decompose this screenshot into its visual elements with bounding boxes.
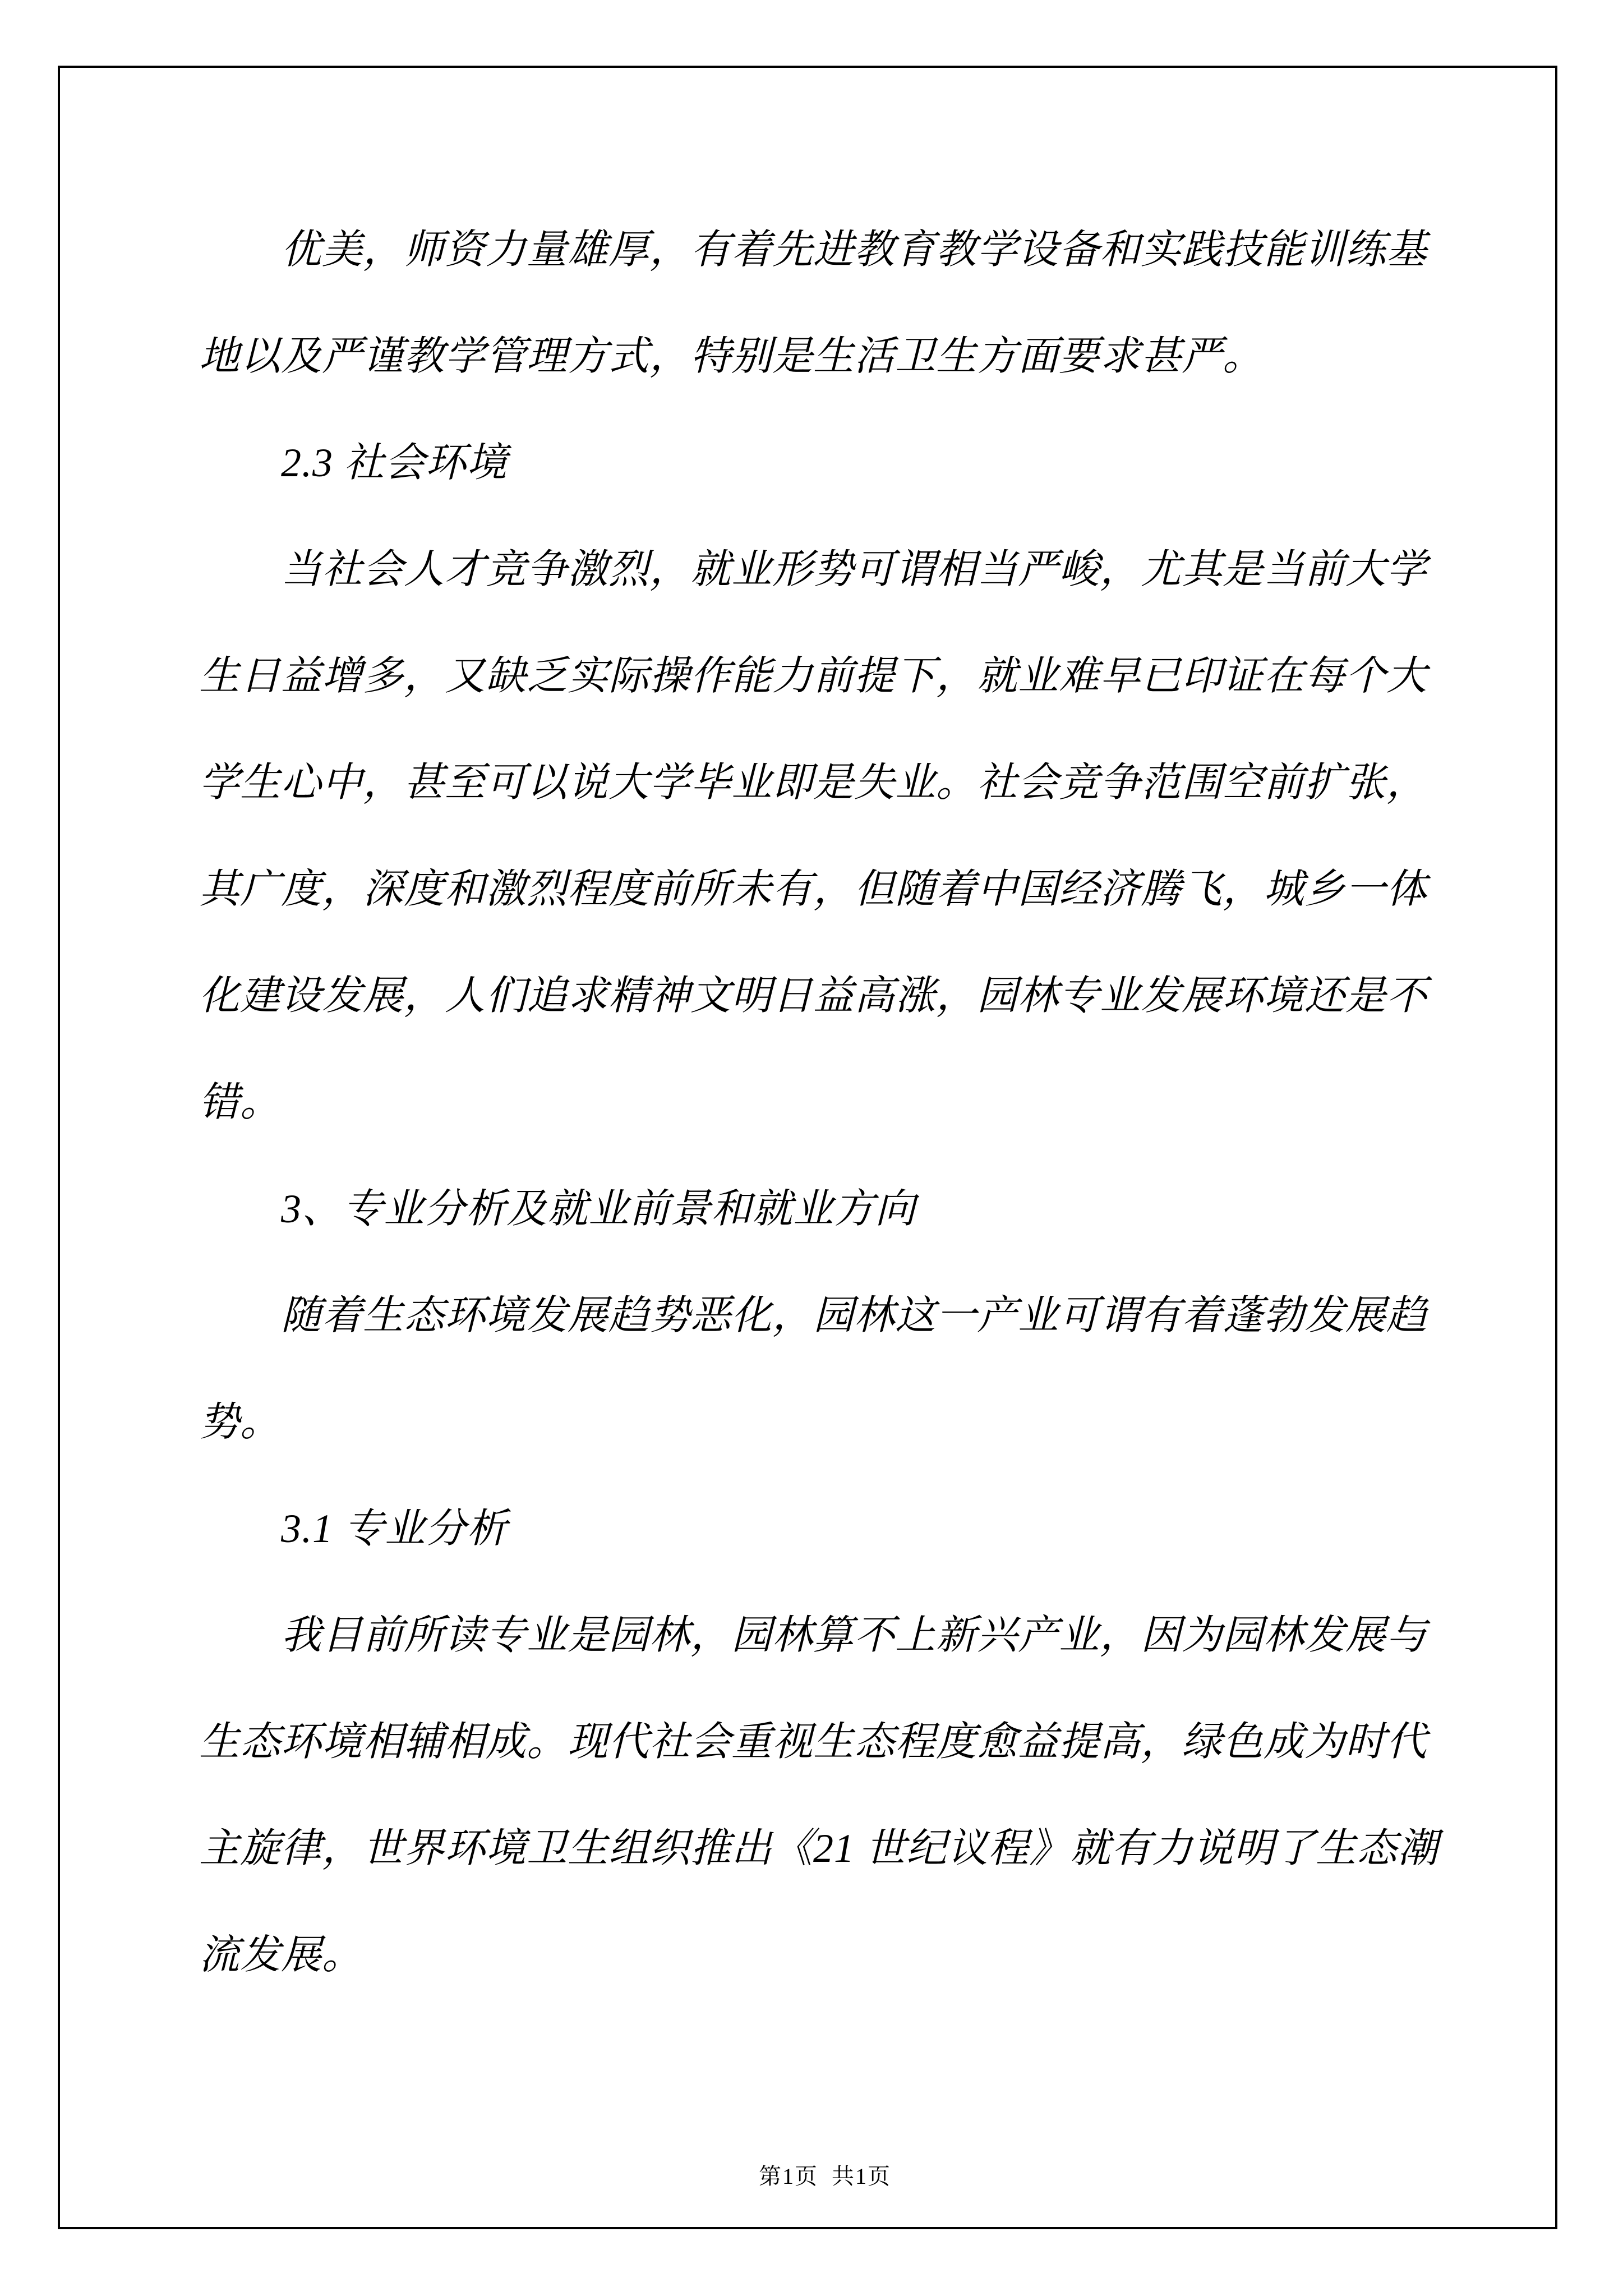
text-line: 生态环境相辅相成。现代社会重视生态程度愈益提高，绿色成为时代 (199, 1719, 1428, 1764)
page-number-label: 第1页 共1页 (759, 2164, 891, 2189)
text-line: 生日益增多，又缺乏实际操作能力前提下，就业难早已印证在每个大 (199, 654, 1428, 698)
text-line: 地以及严谨教学管理方式，特别是生活卫生方面要求甚严。 (199, 334, 1264, 379)
text-line: 优美，师资力量雄厚，有着先进教育教学设备和实践技能训练基 (281, 227, 1428, 272)
text-line: 流发展。 (199, 1932, 363, 1977)
text-line: 错。 (199, 1080, 282, 1125)
text-line: 随着生态环境发展趋势恶化，园林这一产业可谓有着蓬勃发展趋 (281, 1293, 1428, 1338)
section-heading: 2.3 社会环境 (281, 440, 508, 485)
text-line: 主旋律，世界环境卫生组织推出《21 世纪议程》就有力说明了生态潮 (199, 1826, 1439, 1871)
document-body (199, 196, 1439, 2008)
text-line: 我目前所读专业是园林，园林算不上新兴产业，因为园林发展与 (281, 1613, 1428, 1658)
text-line: 学生心中，甚至可以说大学毕业即是失业。社会竞争范围空前扩张， (199, 760, 1428, 805)
text-line: 势。 (199, 1400, 282, 1444)
text-line: 化建设发展，人们追求精神文明日益高涨，园林专业发展环境还是不 (199, 973, 1428, 1018)
text-line: 当社会人才竞争激烈，就业形势可谓相当严峻，尤其是当前大学 (281, 547, 1428, 592)
page-footer (0, 2126, 1623, 2227)
section-heading: 3、专业分析及就业前景和就业方向 (281, 1186, 916, 1231)
section-heading: 3.1 专业分析 (281, 1506, 508, 1551)
text-line: 其广度，深度和激烈程度前所未有，但随着中国经济腾飞，城乡一体 (199, 867, 1428, 912)
